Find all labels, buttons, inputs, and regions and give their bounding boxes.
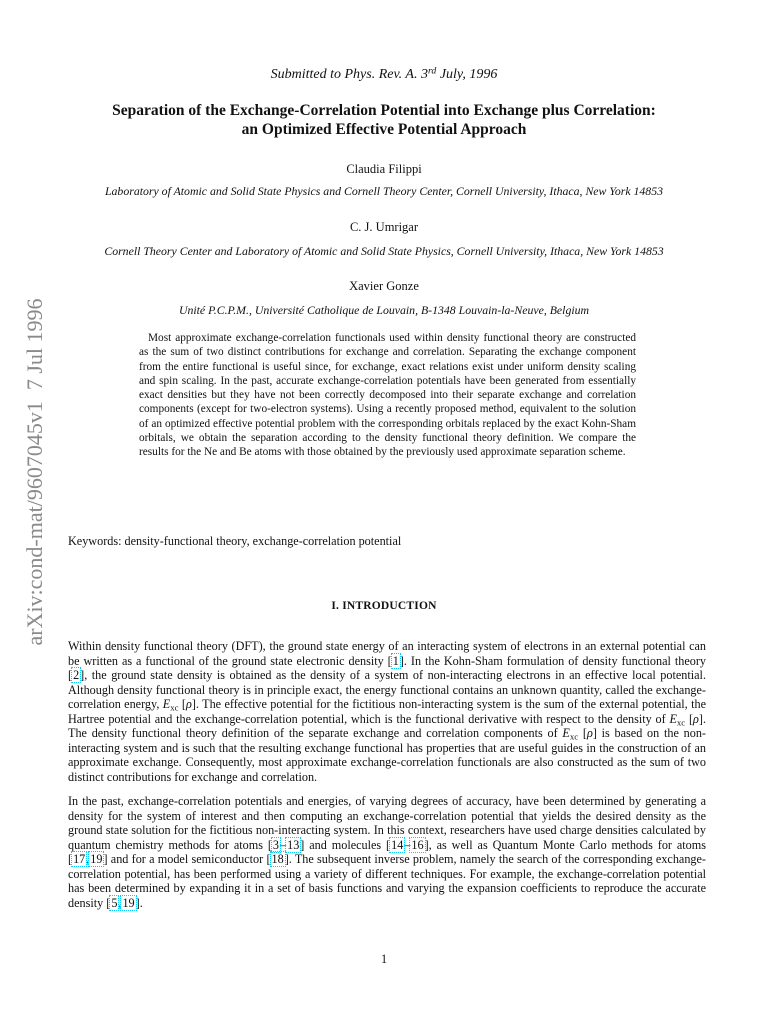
author-name: Xavier Gonze [349,279,419,293]
citation-link[interactable]: 19 [122,895,135,910]
keywords: Keywords: density-functional theory, exchange-correlation potential [68,534,402,548]
citation-link[interactable]: 18 [271,852,284,866]
math-symbol: E [562,726,570,740]
citation-link[interactable]: 14 [391,837,404,852]
citation-link[interactable]: 17 [73,852,86,866]
citation-link[interactable]: 16 [411,837,424,852]
author-affiliation: Laboratory of Atomic and Solid State Physics and Cornell Theory Center, Cornell University, Ithaca, New York 14853 [104,184,664,198]
paragraph-text: – [404,837,411,852]
title-line: Separation of the Exchange-Correlation Potential into Exchange plus Correlation: [112,102,656,119]
author-affiliation: Unité P.C.P.M., Université Catholique de Louvain, B-1348 Louvain-la-Neuve, Belgium [178,303,590,317]
math-variable: ρ [586,726,593,740]
paragraph-text: ]. [135,895,143,910]
paragraph-text: ]. The density functional theory definition of the separate exchange and correlation components of [68,711,707,740]
date-superscript: rd [427,65,437,77]
math-symbol: E [162,697,171,711]
paragraph-text: Within density functional theory (DFT), the ground state energy of an interacting system of electrons in an external potential can be written as a functional of the ground state electronic density [ [68,639,706,668]
math-variable: ρ [693,711,699,726]
body-text [68,639,706,920]
citation-link[interactable]: 19 [90,852,103,866]
paragraph-text: In the past, exchange-correlation potentials and energies, of varying degrees of accuracy, have been determined by generating a density for the system of interest and then computing an exchange-correlation potential that yields the desired density as the ground state solution for the fictitious non-interacting system. In this context, researchers have used charge densities calculated by quantum chemistry methods for atoms [ [68,794,706,852]
paragraph [68,794,706,910]
paragraph-text: ] and molecules [ [300,837,391,852]
citation-link[interactable]: 5 [111,895,118,910]
arxiv-stamp: arXiv:cond-mat/9607045v1 7 Jul 1996 [22,298,47,646]
math-expression [163,697,179,711]
citation-link[interactable]: 3 [272,837,279,852]
paragraph-text: [ [178,697,186,711]
citation-link[interactable]: 13 [287,837,300,852]
paragraph-text: ] and for a model semiconductor [ [103,852,271,866]
math-variable: ρ [185,697,192,711]
submission-text: Submitted to Phys. Rev. A. 3 [270,67,428,82]
paragraph-text: , [118,895,122,910]
author-affiliation: Cornell Theory Center and Laboratory of Atomic and Solid State Physics, Cornell University, Ithaca, New York 14853 [104,244,664,258]
paragraph-text: [ [578,726,587,740]
math-subscript: xc [676,716,686,727]
paragraph [68,639,706,784]
paragraph-text: ], the ground state density is obtained as the density of a system of non-interacting electrons in an effective local potential. Although density functional theory is in principle exact, the energy functional contains an unknown quantity, called the exchange-correlation energy, [68,668,706,711]
page-number: 1 [380,952,388,966]
author-name: C. J. Umrigar [349,220,419,234]
paragraph-text: ], as well as Quantum Monte Carlo methods for atoms [ [68,837,706,866]
paragraph-text: ]. The effective potential for the fictitious non-interacting system is the sum of the external potential, the Hartree potential and the exchange-correlation potential, which is the functional derivative with respect to the density of [68,697,707,726]
submission-date-rest: July, 1996 [436,67,498,82]
paragraph-text: ]. The subsequent inverse problem, namely the search of the corresponding exchange-correlation potential, has been performed using a variety of different techniques. For example, the exchange-correlation potential has been determined by expanding it in a set of basis functions and varying the expansion coefficients to reproduce the accurate density [ [68,852,706,910]
paper-title [0,101,768,139]
title-line: an Optimized Effective Potential Approach [241,121,527,138]
citation-link[interactable]: 2 [73,668,80,682]
citation-link[interactable]: 1 [392,653,399,668]
math-subscript: xc [170,702,179,713]
math-expression [562,726,578,740]
section-heading: I. INTRODUCTION [331,600,437,612]
math-symbol: E [669,711,677,726]
paragraph-text: – [280,837,287,852]
paragraph-text: ]. In the Kohn-Sham formulation of density functional theory [ [68,653,706,682]
abstract: Most approximate exchange-correlation functionals used within density functional theory are constructed as the sum of two distinct contributions for exchange and correlation. Separating the exchange component from the entire functional is useful since, for exchange, exact relations exist under uniform density scaling and spin scaling. In the past, accurate exchange-correlation potentials have been generated from essentially exact densities but they have not been correctly decomposed into their separate exchange and correlation components (except for two-electron systems). Using a recently proposed method, equivalent to the solution of an optimized effective potential problem with the corresponding orbitals replaced by the exact Kohn-Sham orbitals, we obtain the separation according to the density functional theory definition. We compare the results for the Ne and Be atoms with those obtained by the previously used approximate separation scheme. [139,332,636,459]
math-subscript: xc [569,731,579,742]
math-expression [669,712,685,726]
author-name: Claudia Filippi [346,162,422,176]
paragraph-text: , [86,852,90,866]
submission-line [0,67,768,83]
paragraph-text: ] is based on the non-interacting system and is such that the resulting exchange functional has properties that are useful guides in the construction of an approximate exchange. Consequently, most approximate exchange-correlation functionals are also constructed as the sum of two distinct contributions for exchange and correlation. [68,726,706,784]
paragraph-text: [ [685,711,694,726]
